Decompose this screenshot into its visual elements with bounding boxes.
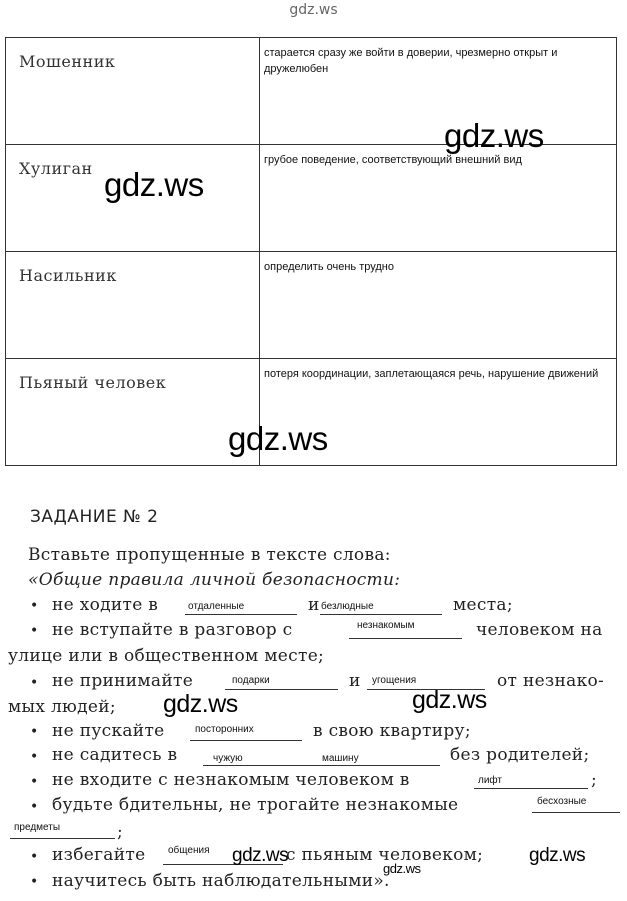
- rule-text: без родителей;: [450, 745, 590, 765]
- description-text: потеря координации, заплетающаяся речь, нарушение движений: [264, 368, 599, 380]
- rule-text: в свою квартиру;: [313, 721, 471, 741]
- watermark: gdz.ws: [383, 861, 421, 876]
- description-text: определить очень трудно: [264, 261, 394, 273]
- answer-text: отдаленные: [188, 601, 245, 612]
- watermark: gdz.ws: [163, 690, 238, 718]
- watermark: gdz.ws: [412, 686, 487, 714]
- answer-text: угощения: [372, 675, 417, 686]
- rule-text: от незнако-: [497, 671, 605, 691]
- answer-text: лифт: [478, 775, 503, 786]
- bullet: •: [30, 849, 39, 865]
- table-row: [6, 252, 617, 359]
- rule-text: не вступайте в разговор с: [52, 620, 293, 640]
- rule-text: улице или в общественном месте;: [8, 646, 325, 666]
- watermark: gdz.ws: [104, 166, 204, 203]
- bullet: •: [30, 623, 39, 639]
- bullet: •: [30, 675, 39, 691]
- answer-blank[interactable]: [532, 812, 620, 813]
- answer-text: предметы: [14, 822, 61, 833]
- bullet: •: [30, 799, 39, 815]
- answer-blank[interactable]: [190, 740, 302, 741]
- rule-text: человеком на: [476, 620, 603, 640]
- answer-text: машину: [322, 753, 359, 764]
- rule-text: мых людей;: [8, 697, 116, 717]
- answer-text: безлюдные: [321, 601, 374, 612]
- answer-text: общения: [168, 845, 210, 856]
- description-text: старается сразу же войти в доверии, чрезмерно открыт и дружелюбен: [264, 47, 558, 75]
- watermark: gdz.ws: [228, 420, 328, 457]
- task-title: ЗАДАНИЕ № 2: [30, 507, 159, 527]
- answer-text: посторонних: [195, 724, 254, 735]
- rule-text: не ходите в: [52, 595, 159, 615]
- answer-text: незнакомым: [357, 620, 415, 631]
- answer-blank[interactable]: [203, 765, 440, 766]
- description-cell: [260, 145, 617, 252]
- rule-text: не входите с незнакомым человеком в: [52, 770, 410, 790]
- answer-text: чужую: [213, 753, 243, 764]
- rule-text: не пускайте: [52, 721, 165, 741]
- role-cell: [6, 252, 260, 359]
- task-heading: «Общие правила личной безопасности:: [28, 570, 401, 590]
- answer-blank[interactable]: [225, 689, 338, 690]
- bullet: •: [30, 774, 39, 790]
- rule-text: и: [308, 595, 320, 615]
- answer-blank[interactable]: [474, 788, 588, 789]
- rule-text: с пьяным человеком;: [286, 845, 484, 865]
- bullet: •: [30, 874, 39, 890]
- rule-text: не принимайте: [52, 671, 194, 691]
- watermark: gdz.ws: [444, 117, 544, 154]
- description-cell: [260, 252, 617, 359]
- watermark: gdz.ws: [232, 845, 289, 866]
- rule-text: избегайте: [52, 845, 146, 865]
- role-cell: [6, 38, 260, 145]
- bullet: •: [30, 724, 39, 740]
- rule-text: места;: [453, 595, 513, 615]
- watermark-top: gdz.ws: [289, 2, 338, 18]
- role-label: Насильник: [19, 266, 117, 285]
- rule-text: ;: [117, 822, 124, 842]
- answer-text: бесхозные: [537, 796, 587, 807]
- answer-blank[interactable]: [320, 614, 442, 615]
- watermark: gdz.ws: [529, 845, 586, 866]
- role-label: Мошенник: [19, 52, 116, 71]
- role-label: Пьяный человек: [19, 373, 167, 392]
- rule-text: научитесь быть наблюдательными».: [52, 871, 390, 891]
- role-cell: [6, 359, 260, 466]
- bullet: •: [30, 749, 39, 765]
- rule-text: ;: [591, 770, 598, 790]
- task-instruction: Вставьте пропущенные в тексте слова:: [28, 545, 391, 565]
- rule-text: будьте бдительны, не трогайте незнакомые: [52, 795, 459, 815]
- rule-text: не садитесь в: [52, 745, 178, 765]
- characteristics-table: [5, 37, 617, 466]
- role-label: Хулиган: [19, 159, 93, 178]
- answer-blank[interactable]: [185, 614, 297, 615]
- answer-blank[interactable]: [10, 838, 115, 839]
- description-cell: [260, 38, 617, 145]
- answer-text: подарки: [232, 675, 270, 686]
- table-row: [6, 145, 617, 252]
- answer-blank[interactable]: [349, 638, 462, 639]
- description-text: грубое поведение, соответствующий внешний вид: [264, 154, 522, 166]
- rule-text: и: [349, 671, 361, 691]
- bullet: •: [30, 598, 39, 614]
